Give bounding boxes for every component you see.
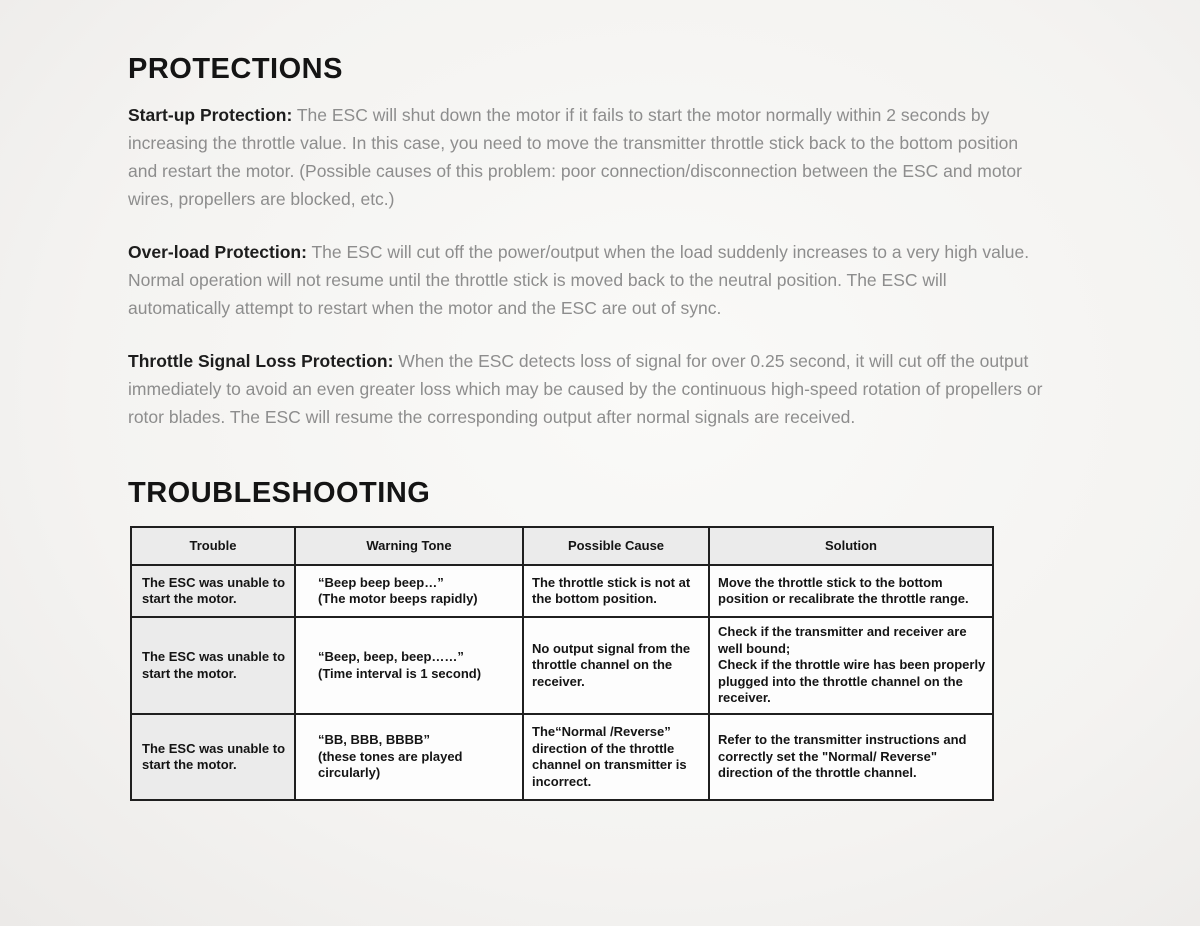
header-warning-tone: Warning Tone [295,527,523,565]
solution-line: Check if the throttle wire has been properly plugged into the throttle channel on the receiver. [718,657,986,706]
page-content [128,53,1043,801]
overload-protection-paragraph [128,238,1043,322]
warning-tone-line: “BB, BBB, BBBB” [318,732,430,748]
signal-loss-protection-paragraph [128,347,1043,431]
warning-tone-line: “Beep beep beep…” [318,574,444,590]
cell-solution [709,617,993,714]
cell-trouble: The ESC was unable to start the motor. [131,565,295,617]
overload-protection-lead: Over-load Protection: [128,242,307,262]
warning-tone-line: (The motor beeps rapidly) [318,591,478,606]
troubleshooting-section-title: TROUBLESHOOTING [128,477,431,509]
table-row [131,565,993,617]
startup-protection-body: The ESC will shut down the motor if it fails to start the motor normally within 2 seconds by increasing the throttle value. In this case, you need to move the transmitter throttle stick back to the bottom position and restart the motor. (Possible causes of this problem: poor connection/disconnection between the ESC and motor wires, propellers are blocked, etc.) [128,105,1022,209]
solution-line: Check if the transmitter and receiver are well bound; [718,624,967,656]
table-row [131,617,993,714]
signal-loss-protection-body: When the ESC detects loss of signal for over 0.25 second, it will cut off the output immediately to avoid an even greater loss which may be caused by the continuous high-speed rotation of propellers or rotor blades. The ESC will resume the corresponding output after normal signals are received. [128,351,1043,427]
header-possible-cause: Possible Cause [523,527,709,565]
cell-solution: Refer to the transmitter instructions and correctly set the "Normal/ Reverse" direction of the throttle channel. [709,714,993,800]
warning-tone-line: (Time interval is 1 second) [318,665,482,681]
header-trouble: Trouble [131,527,295,565]
protections-section-title: PROTECTIONS [128,53,343,85]
warning-tone-line: (these tones are played circularly) [318,748,463,781]
startup-protection-lead: Start-up Protection: [128,105,293,125]
cell-trouble: The ESC was unable to start the motor. [131,714,295,800]
warning-tone-line: “Beep, beep, beep……” [318,649,464,664]
troubleshooting-table [130,526,994,801]
cell-possible-cause: The throttle stick is not at the bottom position. [523,565,709,617]
signal-loss-protection-lead: Throttle Signal Loss Protection: [128,351,394,371]
header-solution: Solution [709,527,993,565]
table-header-row [131,527,993,565]
cell-possible-cause: The“Normal /Reverse” direction of the throttle channel on transmitter is incorrect. [523,714,709,800]
cell-trouble: The ESC was unable to start the motor. [131,617,295,714]
cell-warning-tone [295,714,523,800]
cell-warning-tone [295,617,523,714]
cell-warning-tone [295,565,523,617]
startup-protection-paragraph [128,101,1043,213]
cell-possible-cause: No output signal from the throttle channel on the receiver. [523,617,709,714]
overload-protection-body: The ESC will cut off the power/output when the load suddenly increases to a very high value. Normal operation will not resume until the throttle stick is moved back to the neutral position. The ESC will automatically attempt to restart when the motor and the ESC are out of sync. [128,242,1030,318]
cell-solution: Move the throttle stick to the bottom position or recalibrate the throttle range. [709,565,993,617]
table-row [131,714,993,800]
